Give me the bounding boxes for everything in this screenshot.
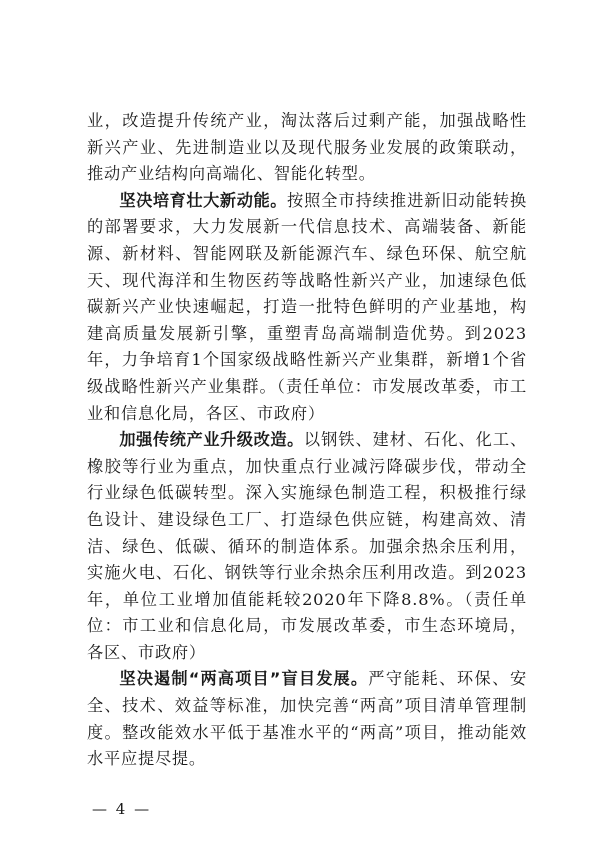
page-number: — 4 — <box>92 800 152 818</box>
paragraph-heading: 坚决培育壮大新动能。 <box>119 190 287 210</box>
paragraph-traditional-upgrade <box>87 427 527 666</box>
paragraph-text: 以钢铁、建材、石化、化工、橡胶等行业为重点，加快重点行业减污降碳步伐，带动全行业绿色低碳转型。深入实施绿色制造工程，积极推行绿色设计、建设绿色工厂、打造绿色供应链，构建高效、清洁、绿色、低碳、循环的制造体系。加强余热余压利用，实施火电、石化、钢铁等行业余热余压利用改造。到2023年，单位工业增加值能耗较2020年下降8.8%。（责任单位：市工业和信息化局，市发展改革委，市生态环境局，各区、市政府） <box>87 430 528 662</box>
paragraph-two-high-projects <box>87 666 527 772</box>
paragraph-new-momentum <box>87 188 527 427</box>
paragraph-continuation <box>87 108 527 188</box>
paragraph-text: 按照全市持续推进新旧动能转换的部署要求，大力发展新一代信息技术、高端装备、新能源、新材料、智能网联及新能源汽车、绿色环保、航空航天、现代海洋和生物医药等战略性新兴产业，加速绿色低碳新兴产业快速崛起，打造一批特色鲜明的产业基地，构建高质量发展新引擎，重塑青岛高端制造优势。到2023年，力争培育1个国家级战略性新兴产业集群，新增1个省级战略性新兴产业集群。（责任单位：市发展改革委，市工业和信息化局，各区、市政府） <box>87 190 528 423</box>
paragraph-text: 业，改造提升传统产业，淘汰落后过剩产能，加强战略性新兴产业、先进制造业以及现代服务业发展的政策联动，推动产业结构向高端化、智能化转型。 <box>87 111 527 184</box>
paragraph-text: 严守能耗、环保、安全、技术、效益等标准，加快完善“两高”项目清单管理制度。整改能效水平低于基准水平的“两高”项目，推动能效水平应提尽提。 <box>87 669 528 769</box>
paragraph-heading: 坚决遏制“两高项目”盲目发展。 <box>119 669 369 689</box>
document-body <box>87 108 527 773</box>
paragraph-heading: 加强传统产业升级改造。 <box>119 430 304 450</box>
